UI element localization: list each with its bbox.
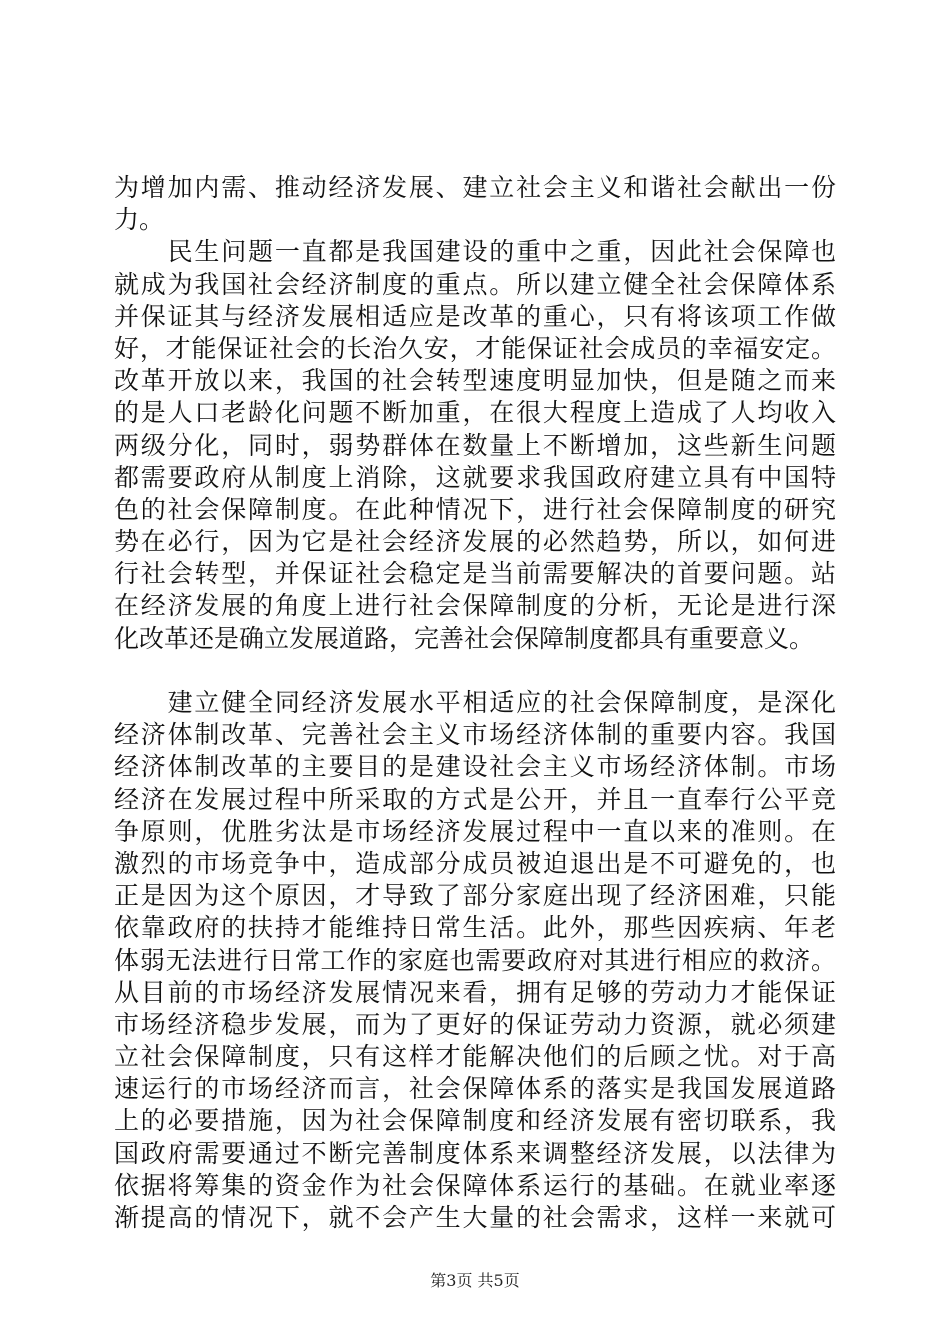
text-line: 力。 [114,205,165,235]
text-line: 改革开放以来，我国的社会转型速度明显加快，但是随之而来 [114,366,836,396]
text-line: 民生问题一直都是我国建设的重中之重，因此社会保障也 [114,237,836,267]
text-line: 争原则，优胜劣汰是市场经济发展过程中一直以来的准则。在 [114,816,836,846]
text-line: 化改革还是确立发展道路，完善社会保障制度都具有重要意义。 [114,623,815,653]
text-line: 经济体制改革的主要目的是建设社会主义市场经济体制。市场 [114,752,836,782]
text-line: 色的社会保障制度。在此种情况下，进行社会保障制度的研究 [114,494,836,524]
document-body [114,172,836,1234]
text-line: 两级分化，同时，弱势群体在数量上不断增加，这些新生问题 [114,430,836,460]
page-footer [0,1268,950,1291]
text-line: 立社会保障制度，只有这样才能解决他们的后顾之忧。对于高 [114,1042,836,1072]
text-line: 依据将筹集的资金作为社会保障体系运行的基础。在就业率逐 [114,1170,836,1200]
text-line: 的是人口老龄化问题不断加重，在很大程度上造成了人均收入 [114,398,836,428]
text-line: 都需要政府从制度上消除，这就要求我国政府建立具有中国特 [114,462,836,492]
text-line: 经济体制改革、完善社会主义市场经济体制的重要内容。我国 [114,720,836,750]
text-line: 并保证其与经济发展相适应是改革的重心，只有将该项工作做 [114,301,836,331]
text-line: 依靠政府的扶持才能维持日常生活。此外，那些因疾病、年老 [114,913,836,943]
text-line: 市场经济稳步发展，而为了更好的保证劳动力资源，就必须建 [114,1009,836,1039]
text-line: 上的必要措施，因为社会保障制度和经济发展有密切联系，我 [114,1106,836,1136]
text-line: 行社会转型，并保证社会稳定是当前需要解决的首要问题。站 [114,559,836,589]
text-line: 渐提高的情况下，就不会产生大量的社会需求，这样一来就可 [114,1203,836,1232]
paragraph-2 [114,236,836,654]
text-line: 建立健全同经济发展水平相适应的社会保障制度，是深化 [114,688,836,717]
text-line: 就成为我国社会经济制度的重点。所以建立健全社会保障体系 [114,269,836,299]
text-line: 势在必行，因为它是社会经济发展的必然趋势，所以，如何进 [114,527,836,557]
text-line: 经济在发展过程中所采取的方式是公开，并且一直奉行公平竞 [114,784,836,814]
text-line: 速运行的市场经济而言，社会保障体系的落实是我国发展道路 [114,1074,836,1104]
paragraph-3 [114,687,836,1234]
text-line: 激烈的市场竞争中，造成部分成员被迫退出是不可避免的，也 [114,848,836,878]
paragraph-spacer [114,655,836,687]
text-line: 好，才能保证社会的长治久安，才能保证社会成员的幸福安定。 [114,333,836,363]
text-line: 体弱无法进行日常工作的家庭也需要政府对其进行相应的救济。 [114,945,836,975]
text-line: 国政府需要通过不断完善制度体系来调整经济发展，以法律为 [114,1138,836,1168]
text-line: 在经济发展的角度上进行社会保障制度的分析，无论是进行深 [114,591,836,621]
paragraph-1 [114,172,836,236]
text-line: 为增加内需、推动经济发展、建立社会主义和谐社会献出一份 [114,173,836,202]
page-number-label: 第3页 共5页 [430,1271,520,1290]
text-line: 正是因为这个原因，才导致了部分家庭出现了经济困难，只能 [114,881,836,911]
text-line: 从目前的市场经济发展情况来看，拥有足够的劳动力才能保证 [114,977,836,1007]
